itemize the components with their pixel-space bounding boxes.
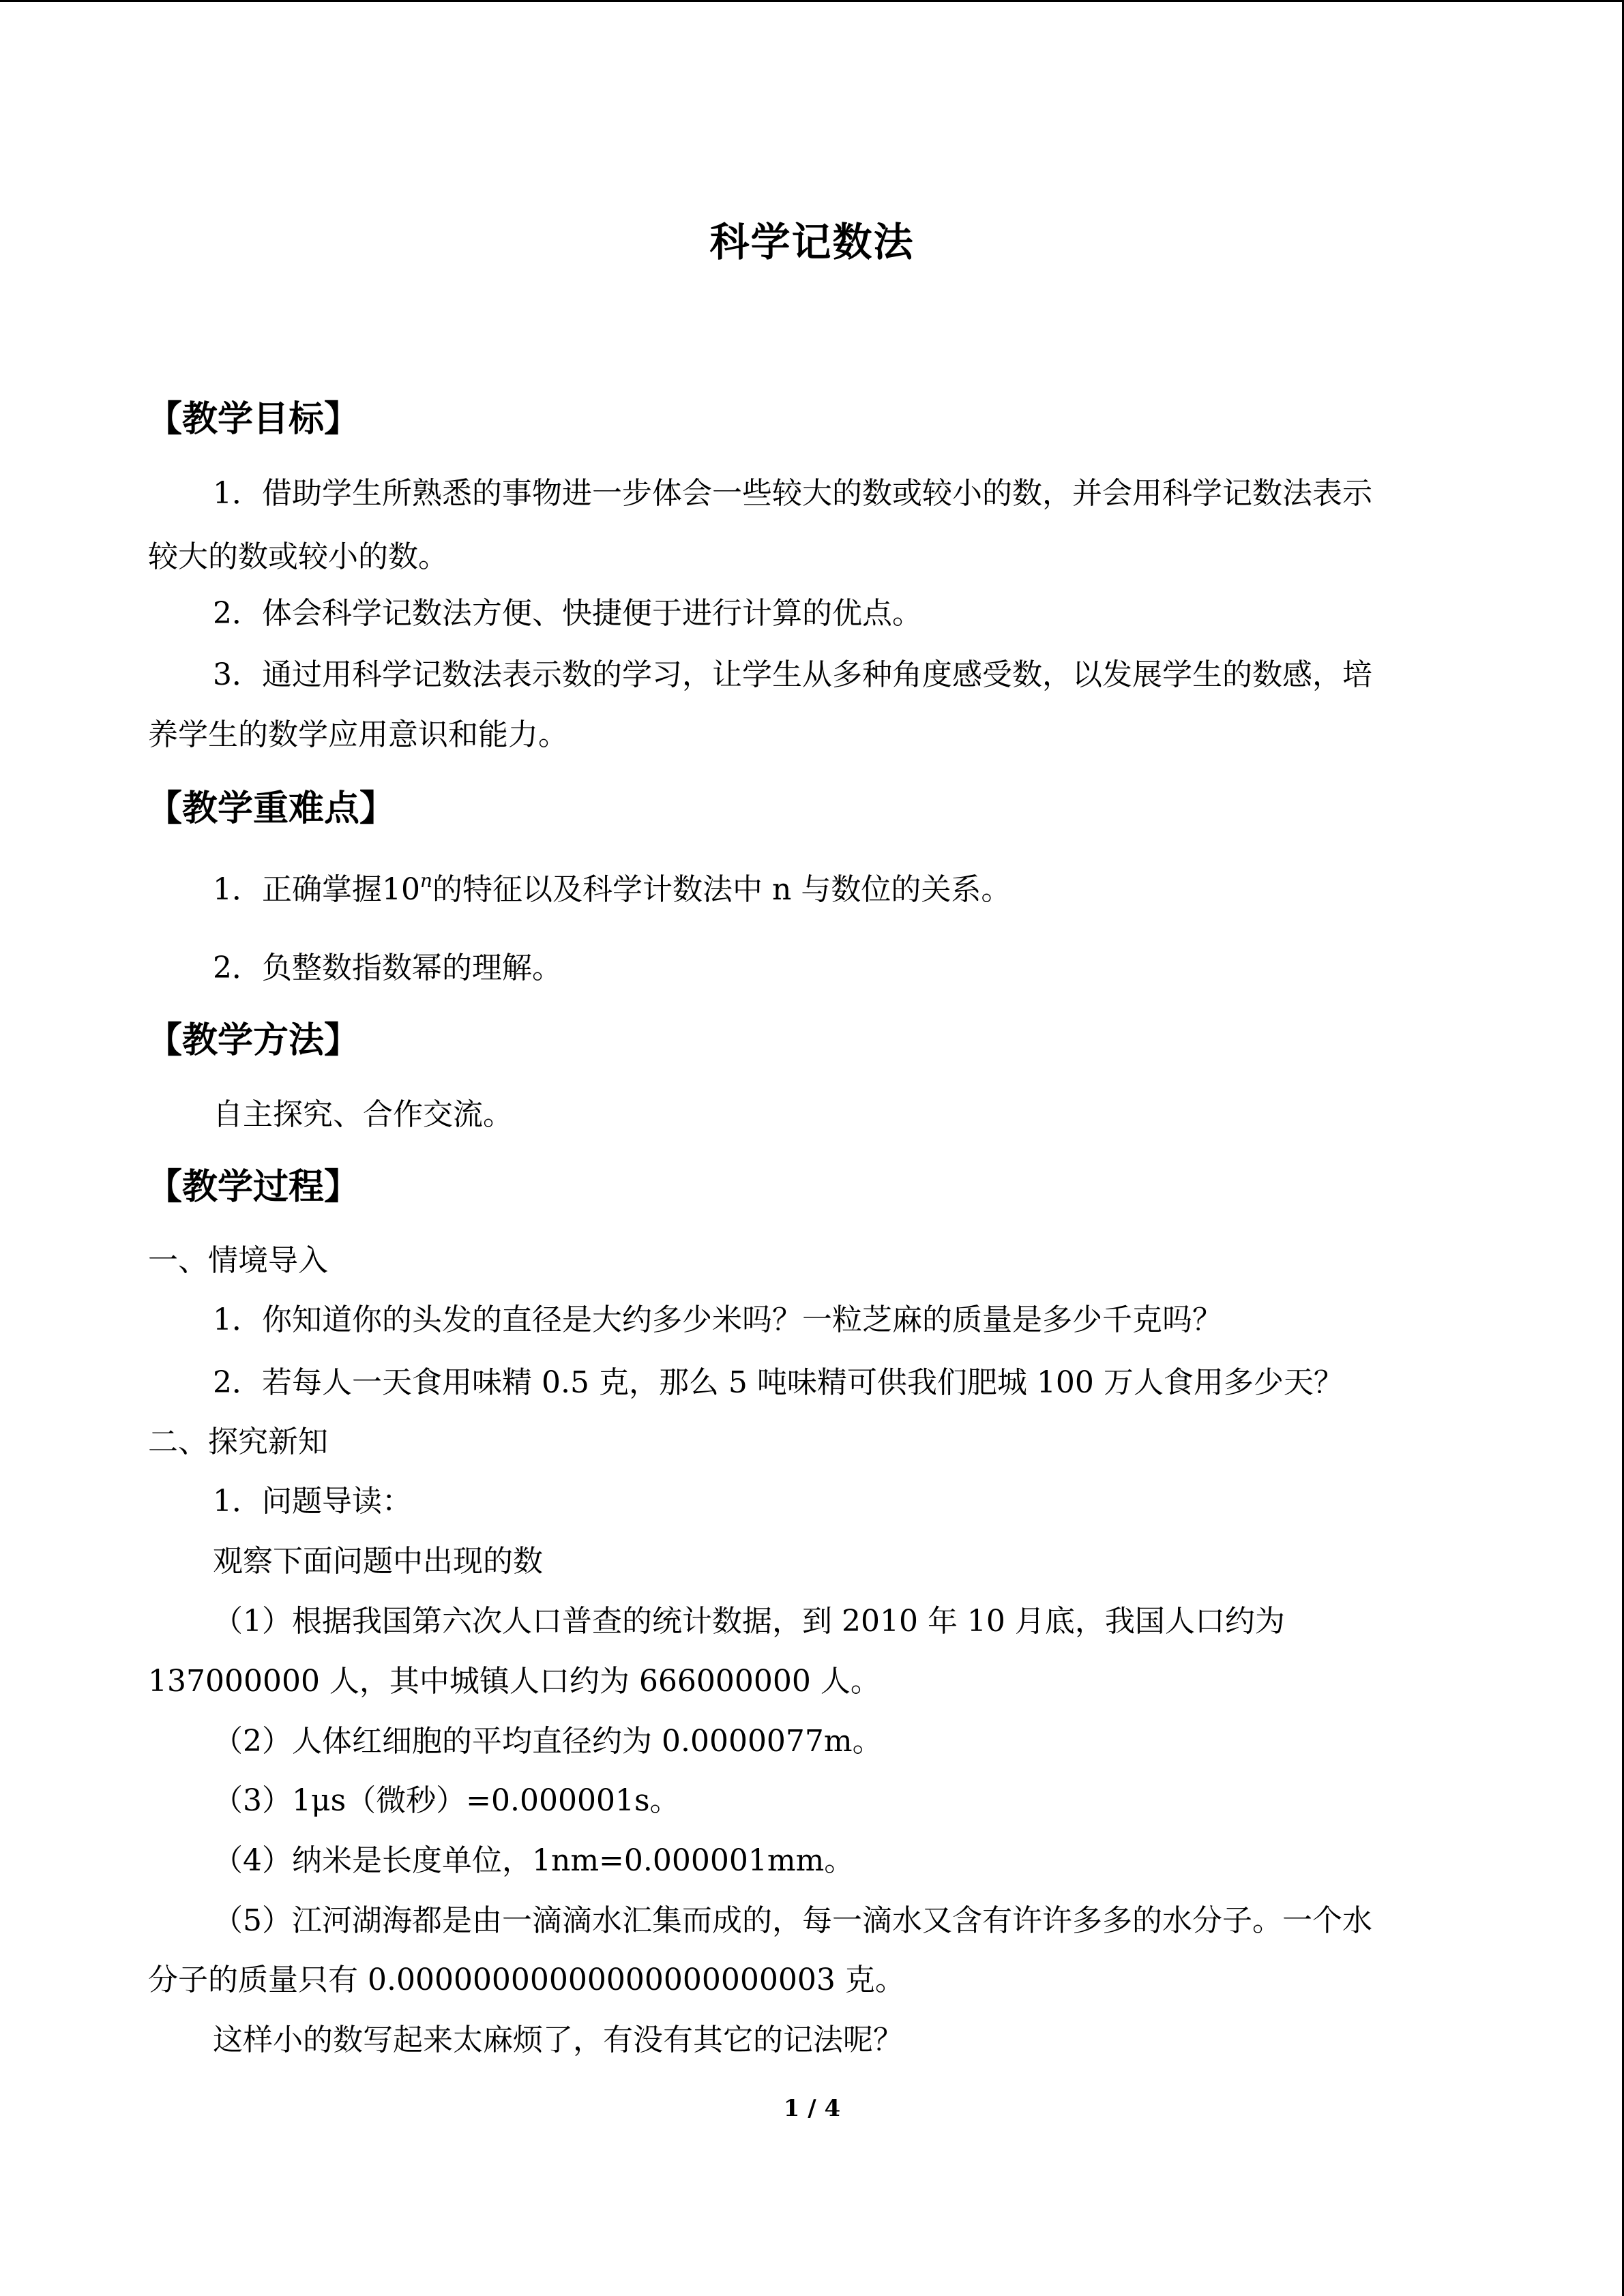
example-5-line-2: 分子的质量只有 0.00000000000000000000003 克。: [148, 1963, 905, 1997]
top-border-line: [0, 0, 1624, 2]
example-4: （4）纳米是长度单位，1nm=0.000001mm。: [213, 1843, 855, 1878]
page-indicator: 1 / 4: [783, 2095, 841, 2122]
example-1-line-2: 137000000 人，其中城镇人口约为 666000000 人。: [148, 1664, 881, 1699]
part-1-question-2: 2．若每人一天食用味精 0.5 克，那么 5 吨味精可供我们肥城 100 万人食用多少天？: [213, 1365, 1344, 1400]
part-1-title: 一、情境导入: [148, 1243, 328, 1278]
example-1-line-1: （1）根据我国第六次人口普查的统计数据，到 2010 年 10 月底，我国人口约为: [213, 1604, 1285, 1639]
part-2-subtitle: 1．问题导读：: [213, 1484, 412, 1519]
objective-2: 2．体会科学记数法方便、快捷便于进行计算的优点。: [213, 596, 922, 631]
section-heading-methods: 【教学方法】: [147, 1020, 360, 1061]
methods-text: 自主探究、合作交流。: [213, 1097, 513, 1132]
objective-3-line-1: 3．通过用科学记数法表示数的学习，让学生从多种角度感受数，以发展学生的数感，培: [213, 657, 1372, 692]
exponent-n: n: [419, 869, 433, 892]
example-3: （3）1μs（微秒）=0.000001s。: [213, 1783, 680, 1818]
part-2-title: 二、探究新知: [148, 1425, 328, 1459]
section-heading-objectives: 【教学目标】: [147, 399, 360, 440]
objective-3-line-2: 养学生的数学应用意识和能力。: [148, 717, 568, 752]
keypoint-2: 2．负整数指数幂的理解。: [213, 951, 562, 985]
objective-1-line-2: 较大的数或较小的数。: [148, 539, 448, 574]
observe-instruction: 观察下面问题中出现的数: [213, 1544, 543, 1579]
example-2: （2）人体红细胞的平均直径约为 0.0000077m。: [213, 1724, 883, 1759]
objective-1-line-1: 1．借助学生所熟悉的事物进一步体会一些较大的数或较小的数，并会用科学记数法表示: [213, 476, 1372, 511]
keypoint-1-suffix: 的特征以及科学计数法中 n 与数位的关系。: [432, 872, 1012, 907]
part-1-question-1: 1．你知道你的头发的直径是大约多少米吗？一粒芝麻的质量是多少千克吗？: [213, 1302, 1222, 1337]
example-5-line-1: （5）江河湖海都是由一滴滴水汇集而成的，每一滴水又含有许许多多的水分子。一个水: [213, 1903, 1372, 1938]
keypoint-1: [213, 869, 1012, 907]
section-heading-keypoints: 【教学重难点】: [147, 788, 396, 829]
keypoint-1-prefix: 1．正确掌握10: [213, 872, 420, 907]
closing-question: 这样小的数写起来太麻烦了，有没有其它的记法呢？: [213, 2023, 903, 2057]
document-title: 科学记数法: [709, 219, 915, 265]
section-heading-process: 【教学过程】: [147, 1167, 360, 1208]
